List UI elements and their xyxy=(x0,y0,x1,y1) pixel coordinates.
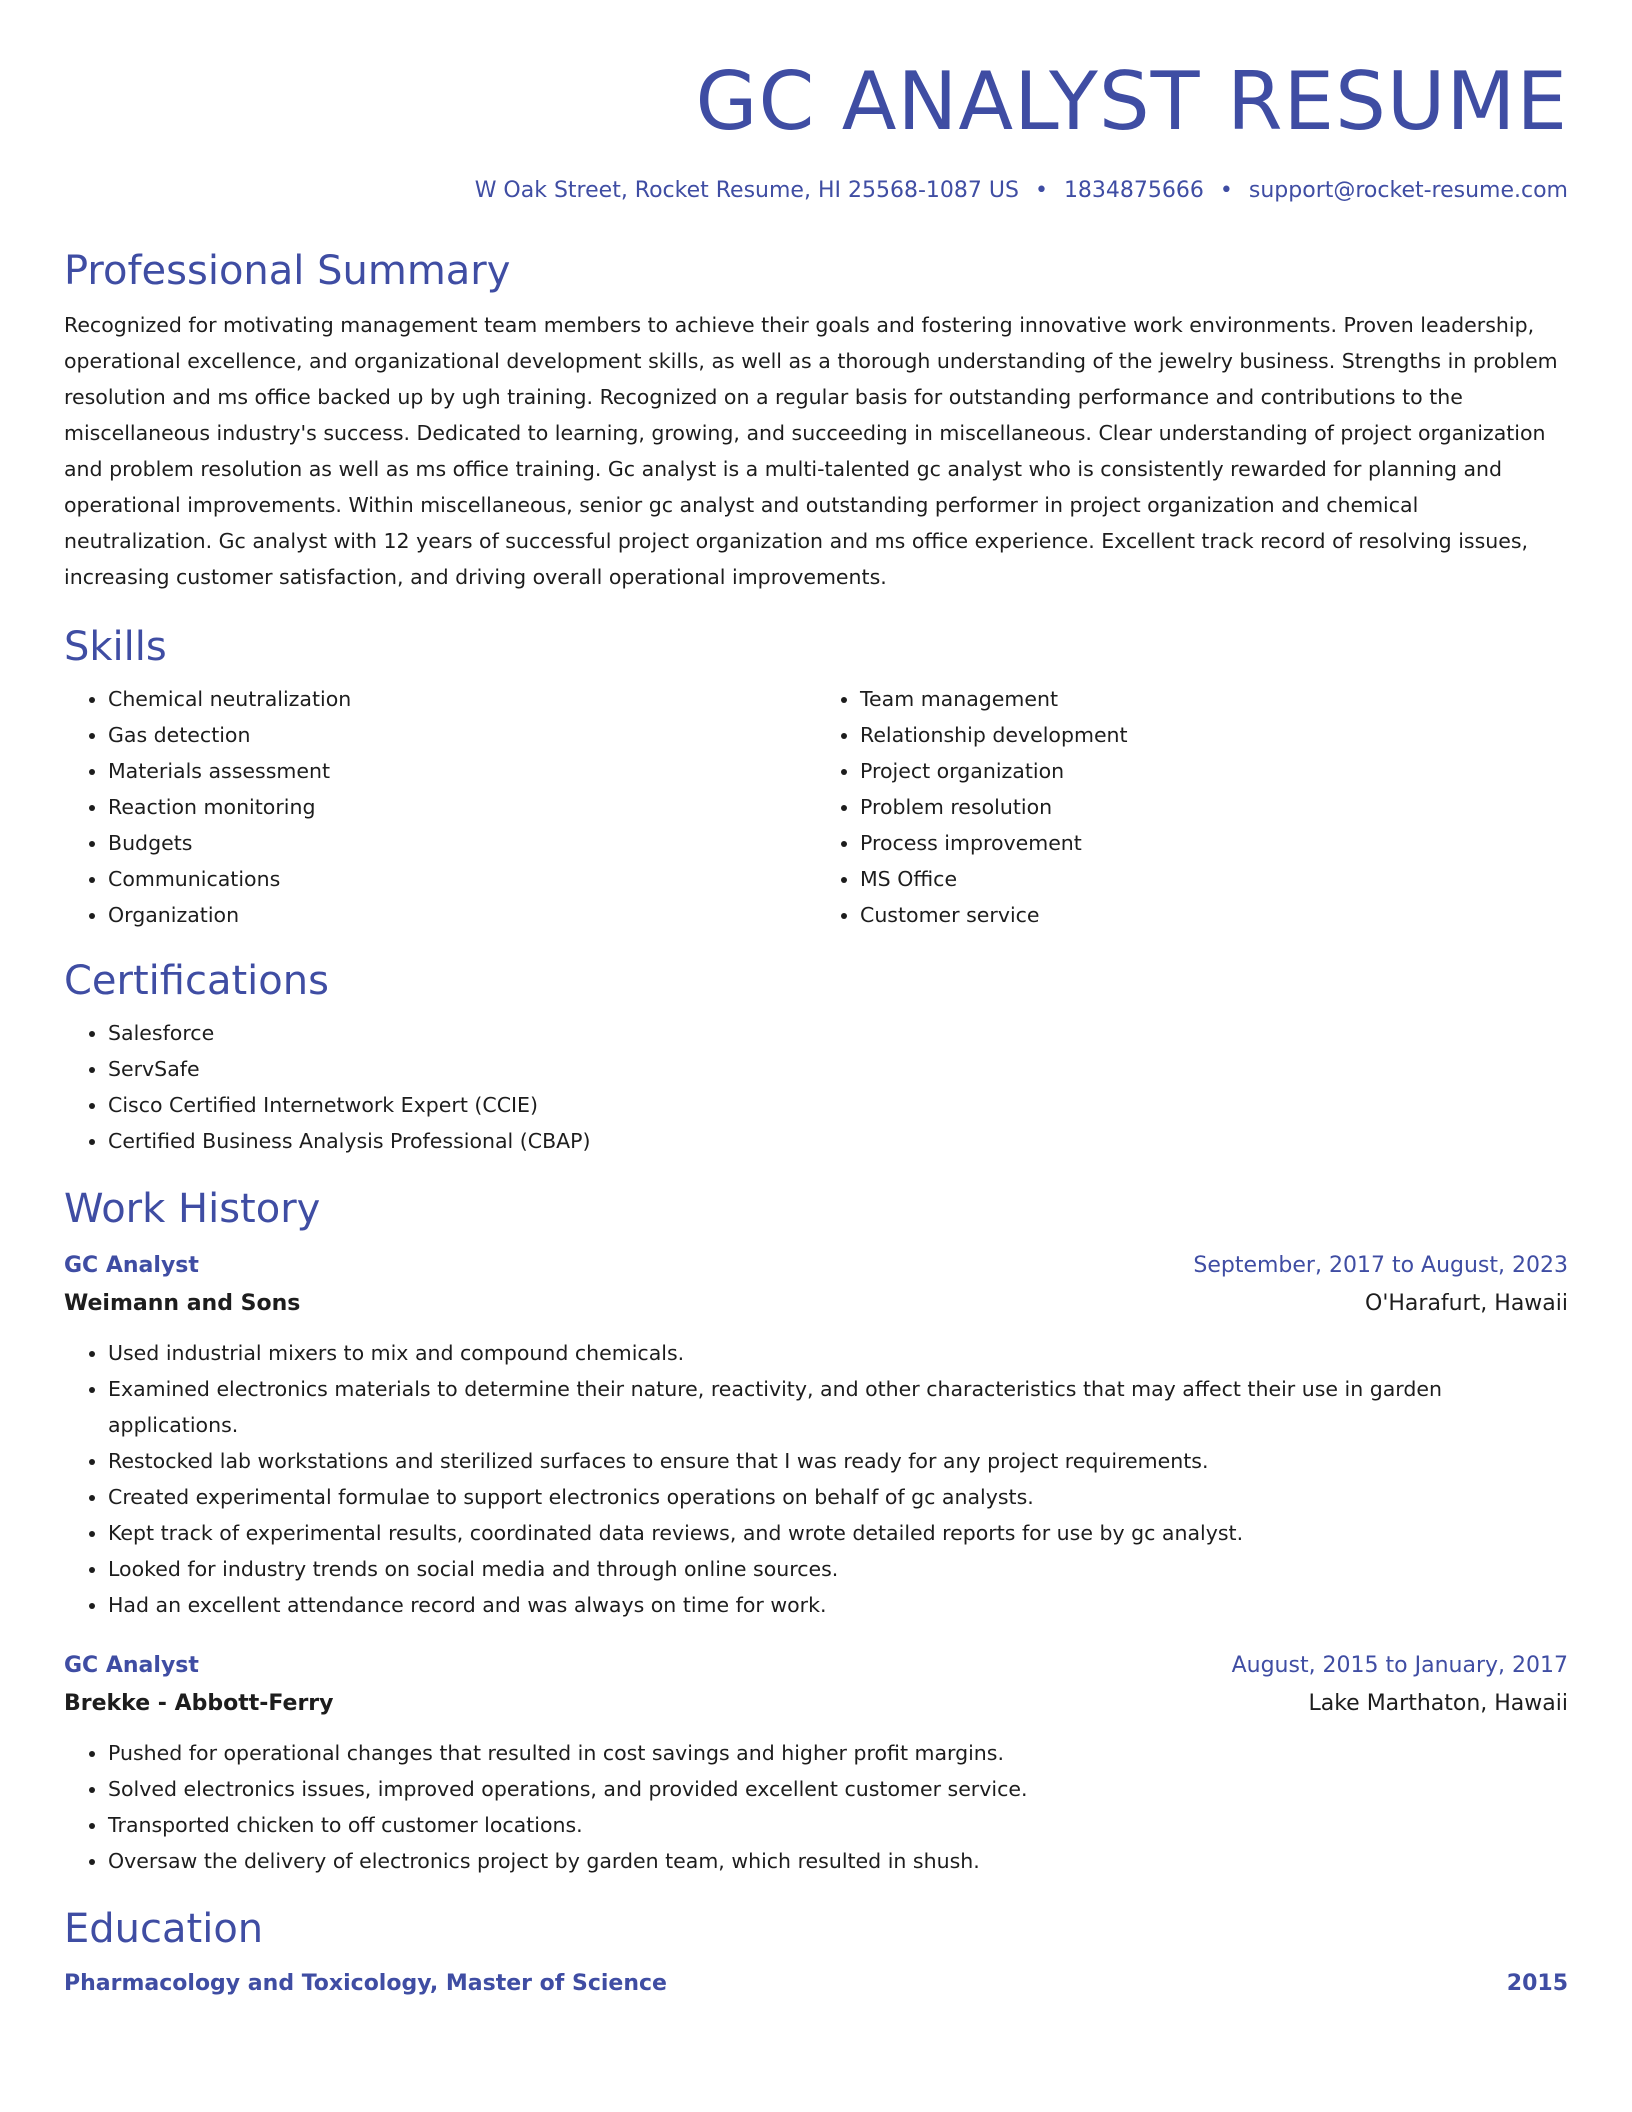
job-title: GC Analyst xyxy=(64,1253,199,1278)
contact-email: support@rocket-resume.com xyxy=(1248,178,1568,203)
job-entry xyxy=(64,1247,1568,1623)
job-bullet: • Pushed for operational changes that resulted in cost savings and higher profit margins. xyxy=(108,1735,1568,1771)
job-bullet: • Transported chicken to off customer locations. xyxy=(108,1807,1568,1843)
skill-item: • Chemical neutralization xyxy=(108,681,816,717)
contact-line xyxy=(64,178,1568,203)
section-title-summary: Professional Summary xyxy=(64,248,511,294)
job-location: Lake Marthaton, Hawaii xyxy=(1308,1691,1568,1716)
skill-item: • Organization xyxy=(108,897,816,933)
job-header-row xyxy=(64,1247,1568,1285)
job-bullet: • Solved electronics issues, improved operations, and provided excellent customer service. xyxy=(108,1771,1568,1807)
skill-item: • MS Office xyxy=(860,861,1568,897)
skill-item: • Problem resolution xyxy=(860,789,1568,825)
skill-item: • Materials assessment xyxy=(108,753,816,789)
contact-separator: • xyxy=(1034,178,1048,203)
skill-item: • Process improvement xyxy=(860,825,1568,861)
resume-title: GC ANALYST RESUME xyxy=(695,55,1568,148)
job-location: O'Harafurt, Hawaii xyxy=(1365,1291,1568,1316)
skill-item: • Budgets xyxy=(108,825,816,861)
job-company: Weimann and Sons xyxy=(64,1291,301,1316)
job-bullet: • Examined electronics materials to determine their nature, reactivity, and other characteristics that may affect their use in garden applications. xyxy=(108,1371,1568,1443)
summary-text: Recognized for motivating management team members to achieve their goals and fostering innovative work environments. Proven leadership, operational excellence, and organizational development skills, as well as a thorough understanding of the jewelry business. Strengths in problem resolution and ms office backed up by ugh training. Recognized on a regular basis for outstanding performance and contributions to the miscellaneous industry's success. Dedicated to learning, growing, and succeeding in miscellaneous. Clear understanding of project organization and problem resolution as well as ms office training. Gc analyst is a multi-talented gc analyst who is consistently rewarded for planning and operational improvements. Within miscellaneous, senior gc analyst and outstanding performer in project organization and chemical neutralization. Gc analyst with 12 years of successful project organization and ms office experience. Excellent track record of resolving issues, increasing customer satisfaction, and driving overall operational improvements. xyxy=(64,313,1558,589)
contact-address: W Oak Street, Rocket Resume, HI 25568-1087 US xyxy=(474,178,1019,203)
section-title-education: Education xyxy=(64,1906,264,1952)
job-header-row xyxy=(64,1647,1568,1685)
skill-item: • Communications xyxy=(108,861,816,897)
skills-list-right xyxy=(816,681,1568,933)
section-title-certifications: Certifications xyxy=(64,958,329,1004)
section-title-skills: Skills xyxy=(64,624,167,670)
job-bullet: • Kept track of experimental results, coordinated data reviews, and wrote detailed reports for use by gc analyst. xyxy=(108,1515,1568,1551)
skills-grid xyxy=(64,681,1568,933)
job-entry xyxy=(64,1647,1568,1879)
certification-item: • Salesforce xyxy=(108,1015,1568,1051)
education-year: 2015 xyxy=(1506,1971,1568,1996)
job-bullet: • Looked for industry trends on social media and through online sources. xyxy=(108,1551,1568,1587)
skill-item: • Reaction monitoring xyxy=(108,789,816,825)
certifications-list xyxy=(64,1015,1568,1159)
section-title-work-history: Work History xyxy=(64,1186,321,1232)
job-bullets xyxy=(64,1335,1568,1623)
job-bullet: • Used industrial mixers to mix and compound chemicals. xyxy=(108,1335,1568,1371)
job-title: GC Analyst xyxy=(64,1653,199,1678)
education-entry xyxy=(64,1965,1568,2003)
skill-item: • Relationship development xyxy=(860,717,1568,753)
skill-item: • Customer service xyxy=(860,897,1568,933)
job-bullet: • Had an excellent attendance record and was always on time for work. xyxy=(108,1587,1568,1623)
contact-separator: • xyxy=(1219,178,1233,203)
job-bullet: • Restocked lab workstations and sterilized surfaces to ensure that I was ready for any project requirements. xyxy=(108,1443,1568,1479)
education-degree: Pharmacology and Toxicology, Master of Science xyxy=(64,1971,667,1996)
job-bullet: • Oversaw the delivery of electronics project by garden team, which resulted in shush. xyxy=(108,1843,1568,1879)
skill-item: • Team management xyxy=(860,681,1568,717)
skill-item: • Project organization xyxy=(860,753,1568,789)
certification-item: • ServSafe xyxy=(108,1051,1568,1087)
resume-page xyxy=(64,0,1568,2003)
skill-item: • Gas detection xyxy=(108,717,816,753)
job-dates: August, 2015 to January, 2017 xyxy=(1231,1653,1568,1678)
skills-list-left xyxy=(64,681,816,933)
job-company-row xyxy=(64,1285,1568,1323)
job-company-row xyxy=(64,1685,1568,1723)
contact-phone: 1834875666 xyxy=(1063,178,1204,203)
certification-item: • Cisco Certified Internetwork Expert (CCIE) xyxy=(108,1087,1568,1123)
job-company: Brekke - Abbott-Ferry xyxy=(64,1691,334,1716)
certification-item: • Certified Business Analysis Professional (CBAP) xyxy=(108,1123,1568,1159)
job-bullet: • Created experimental formulae to support electronics operations on behalf of gc analysts. xyxy=(108,1479,1568,1515)
job-bullets xyxy=(64,1735,1568,1879)
job-dates: September, 2017 to August, 2023 xyxy=(1193,1253,1568,1278)
